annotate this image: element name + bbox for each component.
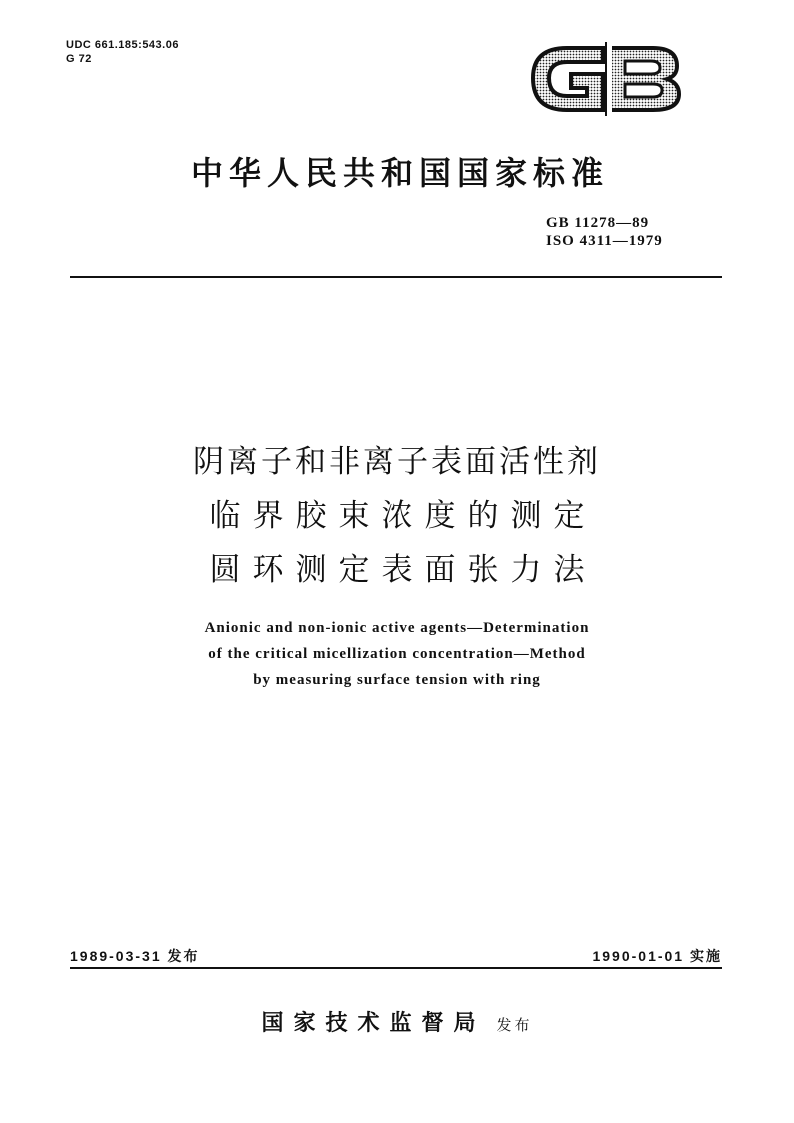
gb-number: GB 11278—89 bbox=[546, 215, 650, 231]
title-cn-line3: 圆环测定表面张力法 bbox=[209, 552, 597, 588]
publisher-org: 国家技术监督局 bbox=[261, 1011, 486, 1036]
classification-code: G 72 bbox=[66, 53, 92, 65]
udc-block bbox=[66, 38, 179, 66]
issue-date: 1989-03-31 发布 bbox=[70, 948, 200, 964]
title-cn-line1: 阴离子和非离子表面活性剂 bbox=[193, 444, 601, 480]
title-en-line1: Anionic and non-ionic active agents—Determination bbox=[204, 620, 590, 636]
standard-title: 中华人民共和国国家标准 bbox=[190, 154, 609, 192]
bottom-divider bbox=[70, 967, 722, 969]
standard-number-block bbox=[546, 214, 663, 250]
top-divider bbox=[70, 276, 722, 278]
gb-logo bbox=[527, 38, 685, 118]
title-en-line3: by measuring surface tension with ring bbox=[253, 672, 541, 688]
effective-date: 1990-01-01 实施 bbox=[592, 948, 722, 964]
publisher-action: 发布 bbox=[496, 1016, 533, 1034]
iso-number: ISO 4311—1979 bbox=[546, 233, 663, 249]
udc-code: UDC 661.185:543.06 bbox=[66, 39, 179, 51]
publisher-line bbox=[0, 1006, 794, 1037]
title-en-line2: of the critical micellization concentration—Method bbox=[208, 646, 586, 662]
title-cn-line2: 临界胶束浓度的测定 bbox=[209, 498, 597, 534]
